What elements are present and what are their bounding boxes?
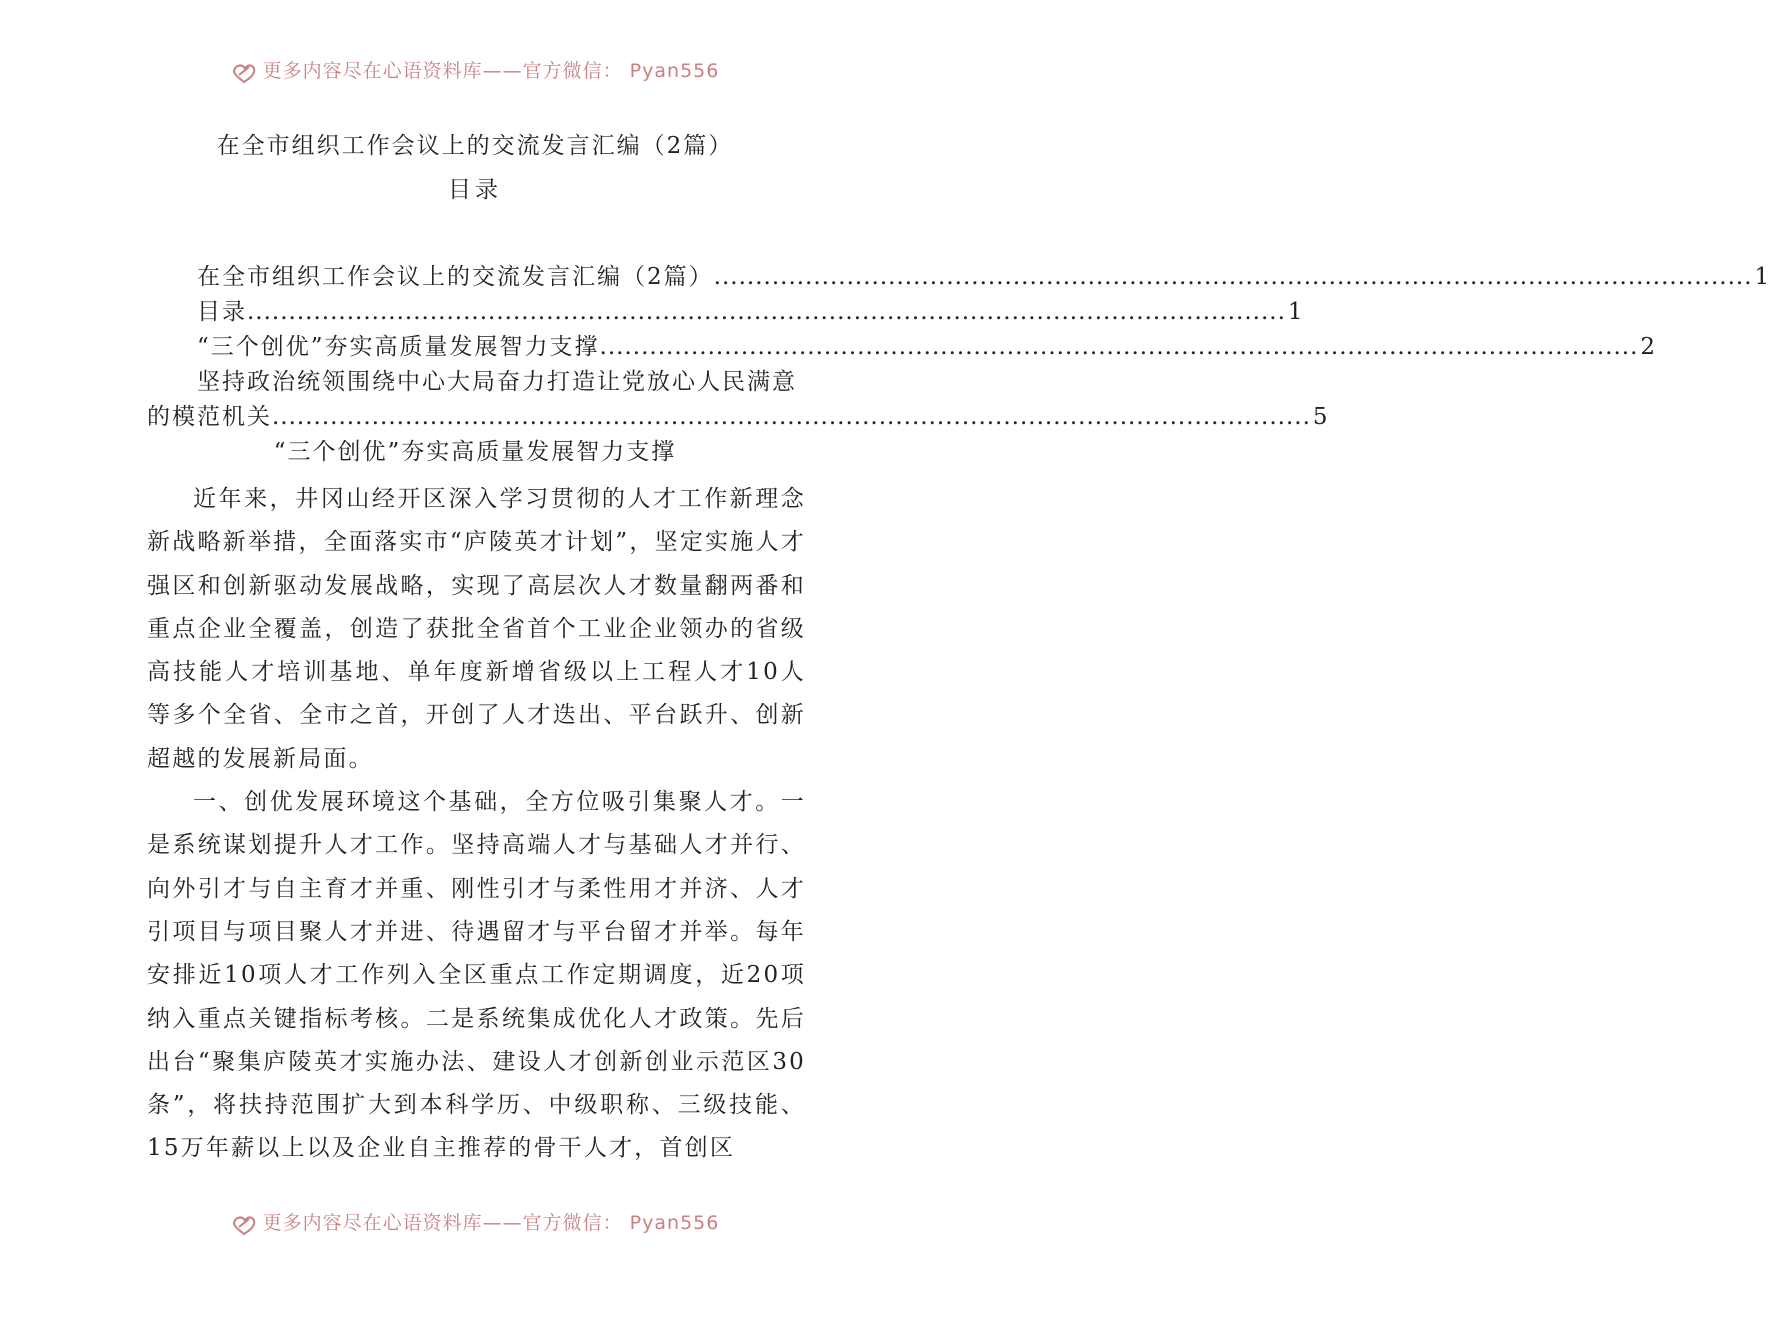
toc-entry-title-line1: 坚持政治统领围绕中心大局奋力打造让党放心人民满意 (197, 369, 797, 395)
toc-entry-page: 5 (1312, 404, 1328, 430)
toc-entry-title: 目录 (197, 299, 247, 325)
body-text (147, 478, 806, 1171)
toc-leader-dots: ............................................................................................................................. (247, 299, 1286, 325)
toc-entry-title: 在全市组织工作会议上的交流发言汇编（2篇） (197, 264, 714, 290)
toc-entry[interactable] (147, 295, 1303, 330)
watermark-logo-icon (231, 61, 257, 83)
toc-heading: 目录 (448, 177, 502, 203)
watermark-logo-icon (231, 1213, 257, 1235)
toc-leader-dots: ............................................................................................................................. (272, 404, 1311, 430)
paragraph: 近年来，井冈山经开区深入学习贯彻的人才工作新理念新战略新举措，全面落实市“庐陵英才计划”，坚定实施人才强区和创新驱动发展战略，实现了高层次人才数量翻两番和重点企业全覆盖，创造了获批全省首个工业企业领办的省级高技能人才培训基地、单年度新增省级以上工程人才10人等多个全省、全市之首，开创了人才迭出、平台跃升、创新超越的发展新局面。 (147, 486, 806, 772)
watermark-header (0, 56, 950, 86)
toc-entry[interactable] (147, 365, 1328, 435)
watermark-text: 更多内容尽在心语资料库——官方微信： Pyan556 (262, 1212, 720, 1234)
toc-entry-page: 1 (1754, 264, 1769, 290)
paragraph: 一、创优发展环境这个基础，全方位吸引集聚人才。一是系统谋划提升人才工作。坚持高端人才与基础人才并行、向外引才与自主育才并重、刚性引才与柔性用才并济、人才引项目与项目聚人才并进、待遇留才与平台留才并举。每年安排近10项人才工作列入全区重点工作定期调度，近20项纳入重点关键指标考核。二是系统集成优化人才政策。先后出台“聚集庐陵英才实施办法、建设人才创新创业示范区30条”，将扶持范围扩大到本科学历、中级职称、三级技能、15万年薪以上以及企业自主推荐的骨干人才，首创区 (147, 789, 806, 1162)
toc-entry[interactable] (147, 260, 1769, 295)
toc-entry-page: 1 (1287, 299, 1303, 325)
toc-entry-title: “三个创优”夯实高质量发展智力支撑 (197, 334, 600, 360)
document-title: 在全市组织工作会议上的交流发言汇编（2篇） (216, 133, 734, 159)
toc-entry[interactable] (147, 330, 1656, 365)
table-of-contents (147, 260, 1769, 435)
section-title: “三个创优”夯实高质量发展智力支撑 (273, 439, 677, 465)
toc-entry-page: 2 (1640, 334, 1656, 360)
watermark-text: 更多内容尽在心语资料库——官方微信： Pyan556 (262, 60, 720, 82)
toc-entry-title-line2: 的模范机关 (147, 404, 272, 430)
toc-leader-dots: ............................................................................................................................. (713, 264, 1753, 290)
toc-leader-dots: ............................................................................................................................. (599, 334, 1639, 360)
watermark-footer (0, 1208, 950, 1238)
